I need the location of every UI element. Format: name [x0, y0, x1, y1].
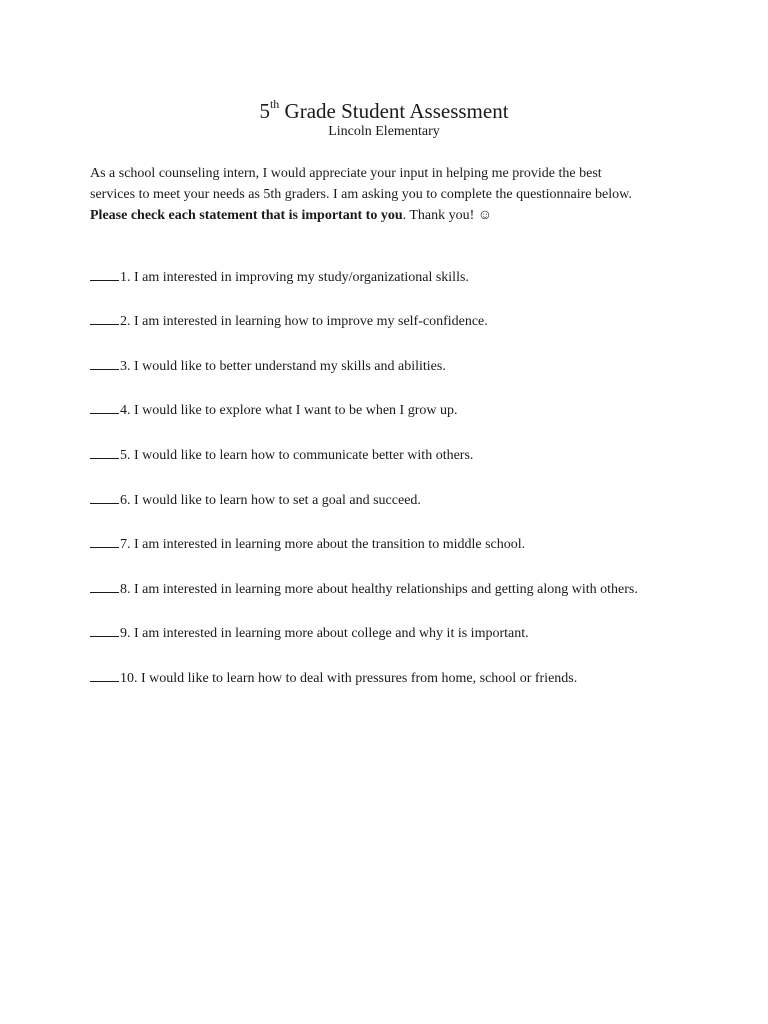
statement-item-10 [90, 669, 730, 688]
statement-number: 8. [120, 582, 131, 597]
statement-text: I am interested in learning more about healthy relationships and getting along with others. [130, 582, 638, 597]
statement-number: 5. [120, 448, 131, 463]
statement-text: I would like to better understand my skills and abilities. [130, 359, 446, 374]
intro-thank-you: . Thank you! ☺ [402, 208, 493, 223]
statement-number: 10. [120, 671, 138, 686]
statement-item-8 [90, 580, 730, 599]
title-text: Grade Student Assessment [279, 99, 509, 123]
statement-text: I would like to learn how to set a goal and succeed. [130, 493, 421, 508]
checkbox-blank-5[interactable] [90, 446, 119, 459]
statement-item-3 [90, 357, 730, 376]
statement-item-1 [90, 268, 730, 287]
checkbox-blank-8[interactable] [90, 580, 119, 593]
checkbox-blank-7[interactable] [90, 535, 119, 548]
statement-number: 2. [120, 314, 131, 329]
intro-line-2: services to meet your needs as 5th graders. I am asking you to complete the questionnaire below. [90, 187, 632, 202]
checkbox-blank-1[interactable] [90, 268, 119, 281]
checkbox-blank-6[interactable] [90, 491, 119, 504]
statement-text: I am interested in improving my study/organizational skills. [130, 270, 469, 285]
statement-number: 6. [120, 493, 131, 508]
checkbox-blank-3[interactable] [90, 357, 119, 370]
statement-text: I am interested in learning more about the transition to middle school. [130, 537, 526, 552]
checkbox-blank-2[interactable] [90, 312, 119, 325]
intro-line-3 [90, 205, 690, 226]
checkbox-blank-4[interactable] [90, 401, 119, 414]
statement-text: I would like to learn how to communicate better with others. [130, 448, 474, 463]
statement-item-5 [90, 446, 730, 465]
statement-item-4 [90, 401, 730, 420]
statement-text: I am interested in learning how to improve my self-confidence. [130, 314, 488, 329]
page-title [0, 92, 768, 125]
title-number: 5 [259, 99, 270, 123]
statement-item-2 [90, 312, 730, 331]
statement-number: 4. [120, 403, 131, 418]
school-name: Lincoln Elementary [328, 124, 440, 139]
statement-number: 7. [120, 537, 131, 552]
statement-text: I am interested in learning more about college and why it is important. [130, 626, 529, 641]
intro-line-1: As a school counseling intern, I would appreciate your input in helping me provide the best [90, 166, 602, 181]
intro-instruction-bold: Please check each statement that is important to you [90, 208, 403, 223]
intro-paragraph [90, 163, 690, 226]
statement-text: I would like to explore what I want to be when I grow up. [130, 403, 458, 418]
statement-number: 3. [120, 359, 131, 374]
statement-number: 1. [120, 270, 131, 285]
statement-item-9 [90, 624, 730, 643]
statement-item-7 [90, 535, 730, 554]
checkbox-blank-9[interactable] [90, 624, 119, 637]
statement-number: 9. [120, 626, 131, 641]
statement-item-6 [90, 491, 730, 510]
statement-text: I would like to learn how to deal with pressures from home, school or friends. [137, 671, 578, 686]
checkbox-blank-10[interactable] [90, 669, 119, 682]
title-superscript: th [269, 97, 280, 111]
